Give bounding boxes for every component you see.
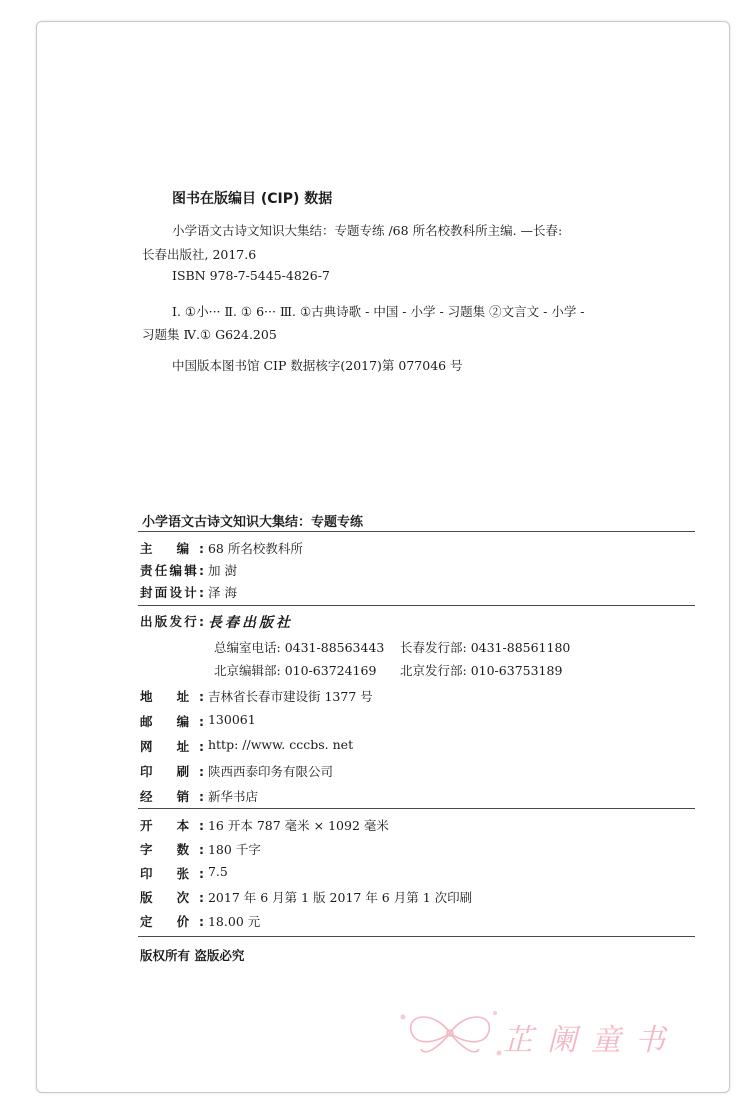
printer-row — [140, 762, 333, 780]
words-row — [140, 840, 261, 858]
publisher-row — [140, 612, 293, 630]
butterfly-ornament-icon — [395, 1003, 505, 1063]
page-frame — [36, 21, 730, 1093]
changchun-distribution-value: 0431-88561180 — [470, 640, 571, 655]
beijing-distribution-label: 北京发行部: — [400, 663, 467, 678]
sheets-label: 印 张: — [140, 866, 204, 881]
edition-value: 2017 年 6 月第 1 版 2017 年 6 月第 1 次印刷 — [207, 890, 473, 905]
price-label: 定 价: — [140, 914, 204, 929]
copyright-notice: 版权所有 盗版必究 — [140, 948, 245, 963]
divider — [138, 605, 695, 606]
editor-label: 主 编: — [140, 541, 204, 556]
phone-office-label: 总编室电话: — [214, 640, 281, 655]
cip-title: 图书在版编目 (CIP) 数据 — [172, 191, 333, 207]
cover-design-row — [140, 583, 237, 601]
website-label: 网 址: — [140, 739, 204, 754]
website-value: http: //www. cccbs. net — [207, 737, 354, 752]
divider — [138, 531, 695, 532]
responsible-editor-label: 责任编辑: — [140, 563, 204, 578]
publisher-logo-text: 長春出版社 — [207, 615, 293, 631]
format-row — [140, 816, 389, 834]
editor-row — [140, 539, 303, 557]
cover-design-label: 封面设计: — [140, 585, 204, 600]
phone-office-value: 0431-88563443 — [284, 640, 385, 655]
postcode-value: 130061 — [207, 712, 256, 727]
beijing-editorial-label: 北京编辑部: — [214, 663, 281, 678]
beijing-editorial-value: 010-63724169 — [284, 663, 377, 678]
cip-line-1: 小学语文古诗文知识大集结：专题专练 /68 所名校教科所主编. —长春: — [172, 223, 563, 238]
cip-classification-1: Ⅰ. ①小··· Ⅱ. ① 6··· Ⅲ. ①古典诗歌 - 中国 - 小学 - 习题集 ②文言文 - 小学 - — [172, 304, 585, 319]
watermark-text: 芷阑童书 — [503, 1023, 679, 1058]
watermark — [395, 1003, 715, 1063]
words-value: 180 千字 — [207, 842, 261, 857]
divider — [138, 936, 695, 937]
cip-line-2: 长春出版社, 2017.6 — [142, 247, 257, 262]
responsible-editor-row — [140, 561, 237, 579]
phone-office — [214, 638, 384, 656]
printer-value: 陕西西泰印务有限公司 — [207, 764, 333, 779]
address-value: 吉林省长春市建设街 1377 号 — [207, 689, 373, 704]
website-row — [140, 737, 353, 755]
responsible-editor-value: 加 澍 — [207, 563, 237, 578]
edition-row — [140, 888, 472, 906]
beijing-distribution — [400, 661, 562, 679]
beijing-distribution-value: 010-63753189 — [470, 663, 563, 678]
changchun-distribution-label: 长春发行部: — [400, 640, 467, 655]
divider — [138, 808, 695, 809]
postcode-label: 邮 编: — [140, 714, 204, 729]
distributor-label: 经 销: — [140, 789, 204, 804]
cover-design-value: 泽 海 — [207, 585, 237, 600]
distributor-row — [140, 787, 258, 805]
postcode-row — [140, 712, 256, 730]
book-title: 小学语文古诗文知识大集结：专题专练 — [142, 515, 364, 530]
sheets-row — [140, 864, 228, 882]
price-row — [140, 912, 260, 930]
price-value: 18.00 元 — [207, 914, 261, 929]
sheets-value: 7.5 — [207, 864, 228, 879]
cip-classification-2: 习题集 Ⅳ.① G624.205 — [142, 327, 277, 342]
publisher-label: 出版发行: — [140, 614, 204, 629]
cip-isbn: ISBN 978-7-5445-4826-7 — [172, 268, 330, 283]
beijing-editorial — [214, 661, 376, 679]
words-label: 字 数: — [140, 842, 204, 857]
address-label: 地 址: — [140, 689, 204, 704]
edition-label: 版 次: — [140, 890, 204, 905]
printer-label: 印 刷: — [140, 764, 204, 779]
address-row — [140, 687, 373, 705]
format-value: 16 开本 787 毫米 × 1092 毫米 — [207, 818, 389, 833]
distributor-value: 新华书店 — [207, 789, 258, 804]
changchun-distribution — [400, 638, 570, 656]
format-label: 开 本: — [140, 818, 204, 833]
editor-value: 68 所名校教科所 — [207, 541, 303, 556]
cip-number: 中国版本图书馆 CIP 数据核字(2017)第 077046 号 — [172, 358, 463, 373]
